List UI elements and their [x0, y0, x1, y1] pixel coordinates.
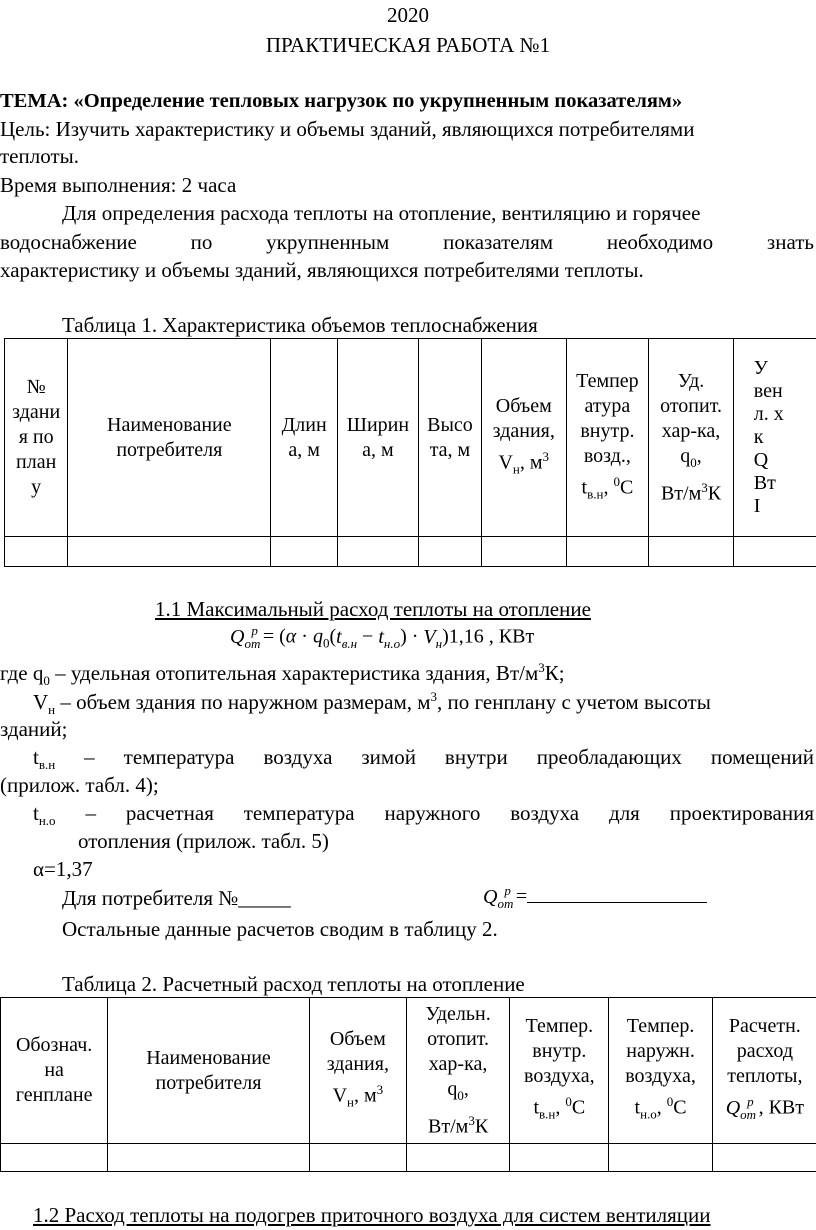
- t1-col-volume: Объем здания, $V_н$, $м^3$: [482, 339, 567, 537]
- intro-line-2: водоснабжение по укрупненным показателям необходимо знать: [0, 230, 814, 254]
- tvn-line-1: $t_{в.н}$ – температура воздуха зимой внутри преобладающих помещений: [33, 745, 814, 773]
- t1-col-width: Ширин а, м: [337, 339, 418, 537]
- section-1-1-title: 1.1 Максимальный расход теплоты на отопление: [155, 597, 591, 621]
- t1-col-name: Наименование потребителя: [68, 339, 271, 537]
- time-line: Время выполнения: 2 часа: [0, 173, 237, 197]
- table1-header-row: [5, 339, 816, 537]
- t2-col-name: Наименование потребителя: [108, 998, 309, 1144]
- topic: ТЕМА: «Определение тепловых нагрузок по укрупненным показателям»: [0, 90, 683, 112]
- table1-caption: Таблица 1. Характеристика объемов теплоснабжения: [62, 313, 538, 337]
- intro-line-1: Для определения расхода теплоты на отопление, вентиляцию и горячее: [62, 201, 701, 225]
- consumer-line: Для потребителя №_____: [62, 886, 291, 910]
- t2-col-temp-out: Темпер. наружн. воздуха, $t_{н.о}$, $^0$С: [609, 998, 712, 1144]
- table1: [4, 338, 816, 567]
- vn-line-2: зданий;: [0, 717, 68, 741]
- t1-col-number: № здани я по план у: [5, 339, 68, 537]
- t1-col-temp: Темпер атура внутр. возд., $t_{в.н}$, $^0$С: [566, 339, 649, 537]
- tvn-line-2: (прилож. табл. 4);: [0, 773, 159, 797]
- t1-col-vent: У вен л. х к Q Вт I: [733, 339, 816, 537]
- tno-line-1: $t_{н.о}$ – расчетная температура наружного воздуха для проектирования: [33, 801, 814, 829]
- intro-line-3: характеристику и объемы зданий, являющихся потребителями теплоты.: [0, 258, 644, 282]
- section-1-2-title: 1.2 Расход теплоты на подогрев приточного воздуха для систем вентиляции: [33, 1203, 711, 1227]
- t1-col-specific: Уд. отопит. хар-ка, $q_0$, $Вт/м^3К$: [649, 339, 733, 537]
- rest-line: Остальные данные расчетов сводим в таблицу 2.: [62, 917, 498, 941]
- table1-empty-row: [5, 537, 816, 567]
- goal-line-1: Цель: Изучить характеристику и объемы зданий, являющихся потребителями: [0, 117, 695, 141]
- t2-col-heat-flow: Расчетн. расход теплоты, $Q_{от}^р$ , КВт: [712, 998, 816, 1144]
- t1-col-length: Длин а, м: [271, 339, 338, 537]
- table2-header-row: [1, 998, 816, 1144]
- goal-line-2: теплоты.: [0, 144, 79, 168]
- table2: [0, 997, 816, 1172]
- alpha-value: α=1,37: [33, 857, 93, 881]
- table2-caption: Таблица 2. Расчетный расход теплоты на отопление: [62, 972, 525, 996]
- t2-col-volume: Объем здания, $V_н$, $м^3$: [309, 998, 406, 1144]
- heating-formula: $Q_{от}^р = (\alpha \cdot q_0(t_{в.н} - t_{н.о}) \cdot V_н)1,16$ , КВт: [230, 623, 535, 651]
- t2-col-specific: Удельн. отопит. хар-ка, $q_0$, $Вт/м^3К$: [406, 998, 509, 1144]
- t2-col-code: Обознач. на генплане: [1, 998, 108, 1144]
- tno-line-2: отопления (прилож. табл. 5): [78, 829, 329, 853]
- page-title: ПРАКТИЧЕСКАЯ РАБОТА №1: [265, 33, 551, 57]
- t2-col-temp-in: Темпер. внутр. воздуха, $t_{в.н}$, $^0$С: [510, 998, 609, 1144]
- consumer-q-result: $Q_{от}^р$ =: [483, 883, 707, 912]
- table2-empty-row: [1, 1144, 816, 1172]
- year: 2020: [387, 3, 429, 27]
- t1-col-height: Высо та, м: [418, 339, 481, 537]
- where-q0: где $q_0$ – удельная отопительная характеристика здания, $Вт/м^3К$;: [0, 660, 565, 689]
- vn-line-1: $V_н$ – объем здания по наружном размерам, $м^3$, по генплану с учетом высоты: [33, 689, 711, 718]
